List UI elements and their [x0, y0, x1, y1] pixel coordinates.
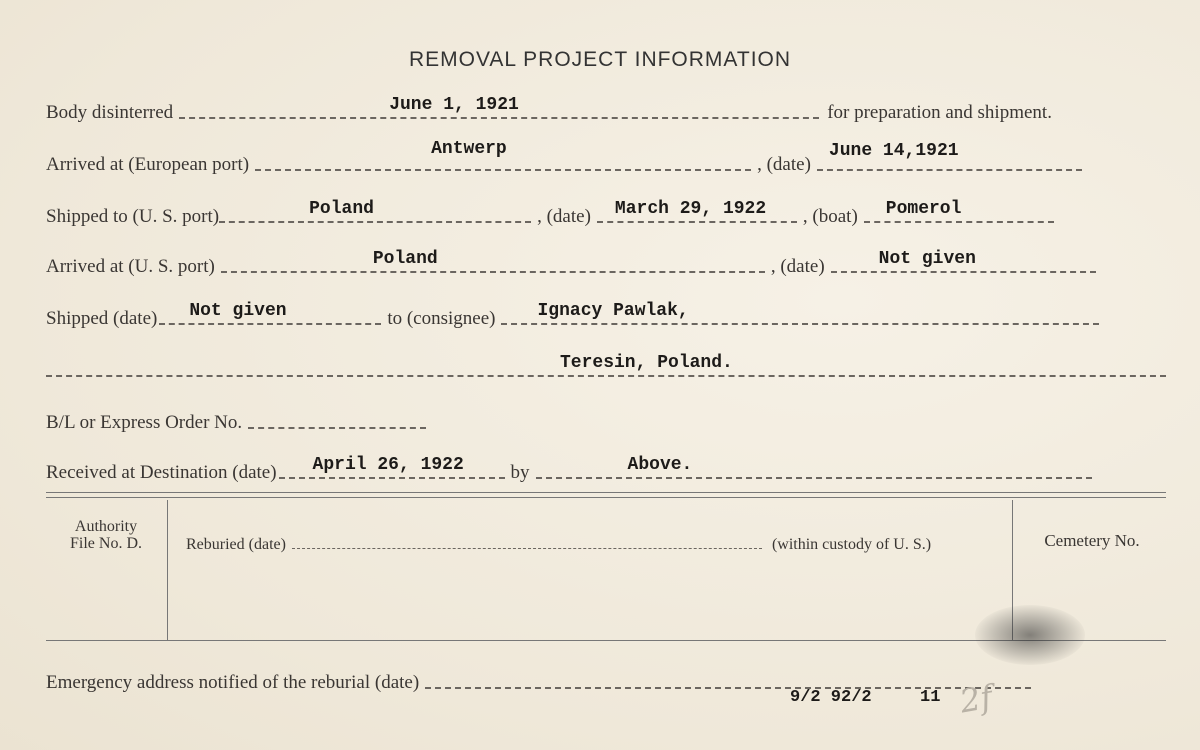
row-body-disinterred: [46, 96, 1166, 124]
double-rule: [46, 492, 1166, 498]
custody-label: (within custody of U. S.): [771, 536, 932, 553]
reburied-line: [292, 526, 762, 549]
row-shipped-to: [46, 200, 1166, 228]
arrived-us-line: [221, 249, 765, 273]
shipped-to-date-line: [597, 199, 797, 223]
arrived-us-date-label: , (date): [770, 256, 825, 277]
body-disinterred-suffix: for preparation and shipment.: [827, 102, 1052, 123]
shipped-to-value: Poland: [309, 199, 374, 219]
pencil-mark: 2f: [956, 677, 996, 721]
received-by-line: [536, 455, 1092, 479]
row-received: [46, 456, 1166, 484]
table-divider-left: [167, 500, 168, 640]
shipped-date-value: Not given: [189, 301, 287, 321]
arrived-european-value: Antwerp: [431, 139, 507, 159]
reburied-label: Reburied (date): [186, 536, 286, 553]
shipped-to-line: [219, 199, 531, 223]
bl-order-label: B/L or Express Order No.: [46, 412, 243, 433]
ink-smudge: [975, 605, 1085, 665]
received-label: Received at Destination (date): [46, 462, 277, 483]
address-line: [46, 353, 1166, 377]
arrived-european-line: [255, 139, 751, 171]
reburied-row: [186, 526, 1006, 554]
arrived-european-date-line: [817, 141, 1082, 171]
bl-order-line: [248, 405, 426, 429]
shipped-date-line: [159, 301, 381, 325]
received-by-label: by: [510, 462, 530, 483]
cemetery-no-label: Cemetery No.: [1044, 531, 1140, 550]
file-count: 11: [920, 688, 941, 707]
address-value: Teresin, Poland.: [560, 353, 733, 373]
row-bl-order: [46, 406, 1166, 434]
consignee-value: Ignacy Pawlak,: [537, 301, 689, 321]
shipped-to-date-value: March 29, 1922: [614, 199, 767, 219]
row-address: [46, 354, 1166, 382]
arrived-us-date-value: Not given: [878, 249, 976, 269]
received-line: [279, 455, 505, 479]
arrived-us-date-line: [831, 249, 1096, 273]
received-by-value: Above.: [627, 455, 693, 475]
shipped-to-boat-label: , (boat): [802, 206, 858, 227]
arrived-us-label: Arrived at (U. S. port): [46, 256, 215, 277]
shipped-to-date-label: , (date): [537, 206, 591, 227]
shipped-to-boat-line: [864, 199, 1054, 223]
arrived-european-date-value: June 14,1921: [828, 141, 959, 161]
body-disinterred-value: June 1, 1921: [389, 95, 519, 115]
emergency-line: [425, 665, 1031, 689]
consignee-line: [501, 301, 1099, 325]
received-value: April 26, 1922: [312, 455, 464, 475]
row-shipped-date: [46, 302, 1166, 330]
emergency-label: Emergency address notified of the reburial (date): [46, 672, 420, 693]
row-arrived-european: [46, 139, 1166, 176]
file-number: 9/2 92/2: [790, 688, 872, 707]
shipped-to-label: Shipped to (U. S. port): [46, 206, 220, 227]
arrived-us-value: Poland: [372, 249, 438, 269]
card-title: REMOVAL PROJECT INFORMATION: [408, 48, 792, 71]
row-arrived-us: [46, 250, 1166, 278]
consignee-label: to (consignee): [387, 308, 496, 329]
row-emergency: [46, 666, 1166, 694]
shipped-date-label: Shipped (date): [46, 308, 158, 329]
authority-file-label: Authority File No. D.: [70, 518, 142, 552]
body-disinterred-line: [179, 95, 819, 119]
arrived-european-date-label: , (date): [757, 154, 811, 175]
shipped-to-boat-value: Pomerol: [885, 199, 962, 219]
arrived-european-label: Arrived at (European port): [46, 154, 250, 175]
body-disinterred-label: Body disinterred: [46, 102, 174, 123]
